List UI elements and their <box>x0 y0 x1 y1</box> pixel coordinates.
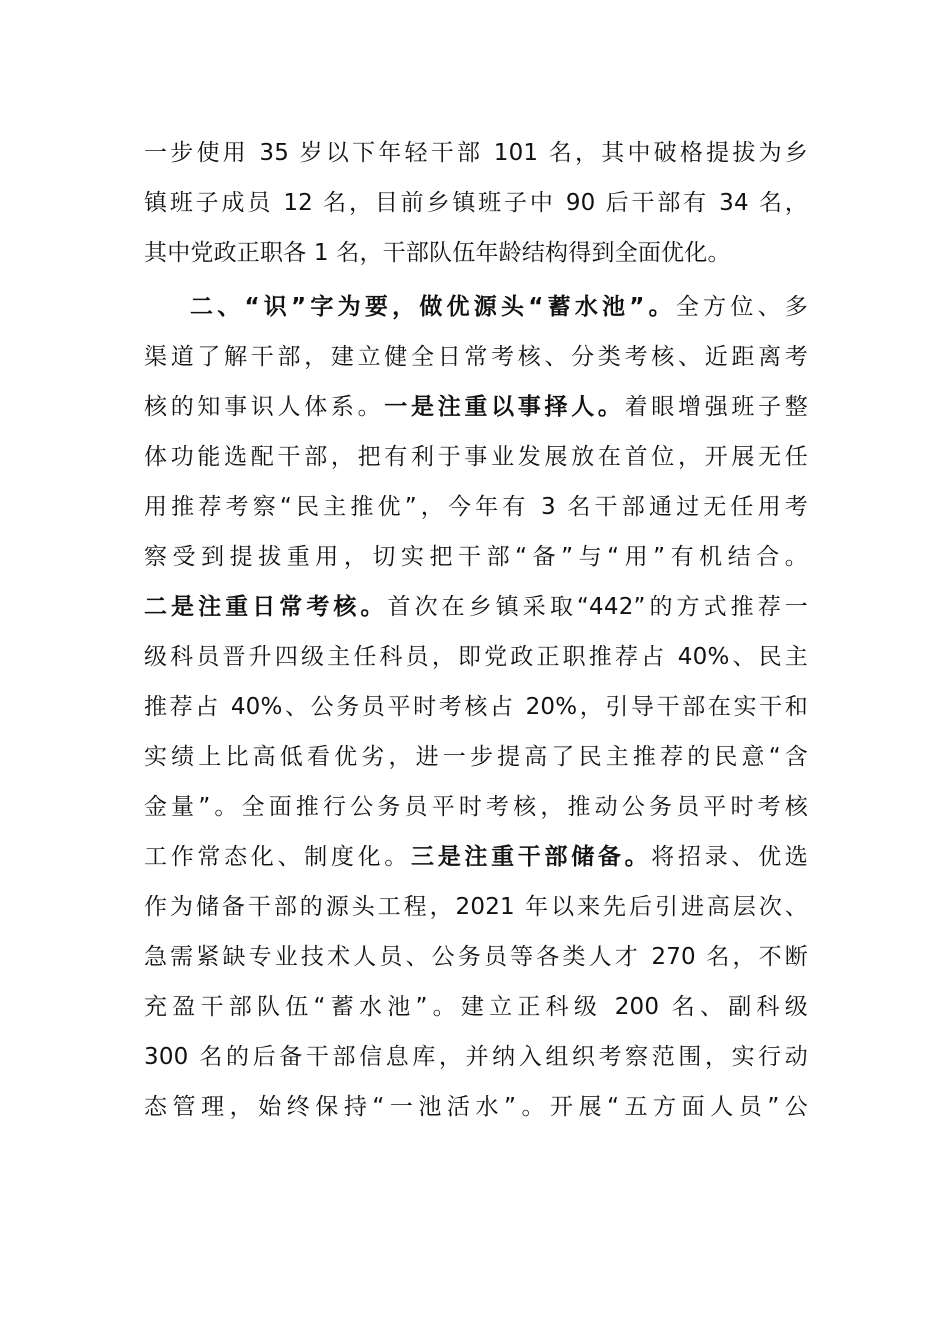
text-line: 其中党政正职各 1 名，干部队伍年龄结构得到全面优化。 <box>144 240 731 266</box>
text-line: 镇班子成员 12 名，目前乡镇班子中 90 后干部有 34 名， <box>144 190 808 216</box>
text-line: 体功能选配干部，把有利于事业发展放在首位，开展无任 <box>144 444 808 470</box>
text-line: 300 名的后备干部信息库，并纳入组织考察范围，实行动 <box>144 1044 808 1070</box>
text-line: 渠道了解干部，建立健全日常考核、分类考核、近距离考 <box>144 344 808 370</box>
text-line <box>144 382 808 432</box>
text-span: 全方位、多 <box>675 294 809 320</box>
paragraph-2 <box>144 282 808 1132</box>
text-span: 将招录、优选 <box>651 844 808 870</box>
text-span: 首次在乡镇采取“442”的方式推荐一 <box>387 594 808 620</box>
text-line <box>144 832 808 882</box>
text-line: 实绩上比高低看优劣，进一步提高了民主推荐的民意“含 <box>144 744 808 770</box>
text-span: 着眼增强班子整 <box>624 394 808 420</box>
section-heading: 二、“识”字为要，做优源头“蓄水池”。 <box>190 294 676 320</box>
document-body <box>144 128 808 1132</box>
text-span: 核的知事识人体系。 <box>144 394 385 420</box>
text-line: 金量”。全面推行公务员平时考核，推动公务员平时考核 <box>144 794 808 820</box>
text-line: 作为储备干部的源头工程，2021 年以来先后引进高层次、 <box>144 894 808 920</box>
text-line <box>144 582 808 632</box>
text-line: 推荐占 40%、公务员平时考核占 20%，引导干部在实干和 <box>144 694 808 720</box>
text-line: 充盈干部队伍“蓄水池”。建立正科级 200 名、副科级 <box>144 994 808 1020</box>
text-line: 级科员晋升四级主任科员，即党政正职推荐占 40%、民主 <box>144 644 808 670</box>
bold-point-2: 二是注重日常考核。 <box>144 594 388 620</box>
text-span: 工作常态化、制度化。 <box>144 844 411 870</box>
text-line: 一步使用 35 岁以下年轻干部 101 名，其中破格提拔为乡 <box>144 140 808 166</box>
bold-point-1: 一是注重以事择人。 <box>384 394 625 420</box>
text-line <box>144 282 808 332</box>
bold-point-3: 三是注重干部储备。 <box>411 844 652 870</box>
text-line: 用推荐考察“民主推优”，今年有 3 名干部通过无任用考 <box>144 494 808 520</box>
text-line: 察受到提拔重用，切实把干部“备”与“用”有机结合。 <box>144 544 808 570</box>
paragraph-1 <box>144 128 808 278</box>
text-line: 态管理，始终保持“一池活水”。开展“五方面人员”公 <box>144 1094 808 1120</box>
text-line: 急需紧缺专业技术人员、公务员等各类人才 270 名，不断 <box>144 944 808 970</box>
